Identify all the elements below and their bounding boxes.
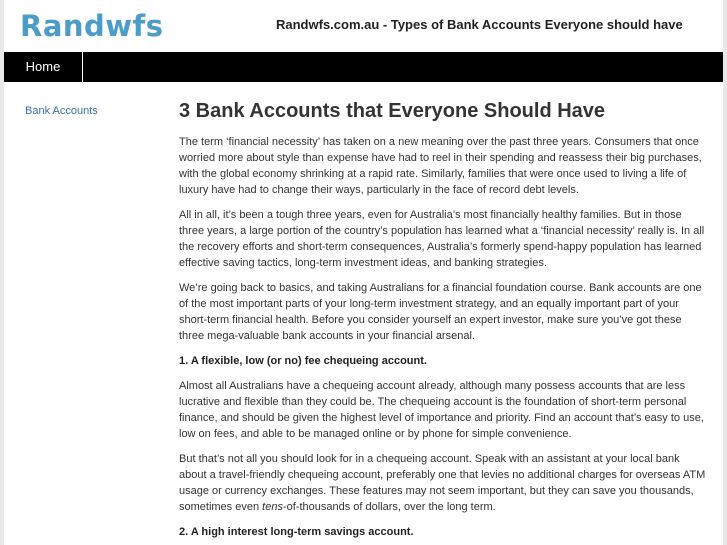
- main-nav: [4, 52, 723, 82]
- page: [4, 0, 723, 545]
- article-paragraph: We’re going back to basics, and taking Australians for a financial foundation course. Bank accounts are one of the most important parts of your long-term investment strategy, and an equally important part of your short-term financial health. Before you consider yourself an expert investor, make sure you’ve got these three mega-valuable bank accounts in your financial arsenal.: [179, 282, 702, 342]
- section-heading-savings: 2. A high interest long-term savings account.: [179, 526, 414, 538]
- nav-item-home[interactable]: Home: [4, 52, 83, 82]
- article-paragraph: All in all, it’s been a tough three years, even for Australia’s most financially healthy families. But in those three years, a large portion of the country’s population has learned what a ‘financial necessity’ really is. In all the recovery efforts and short-term consequences, Australia’s formerly spend-happy population has learned effective saving tactics, long-term investment ideas, and banking strategies.: [179, 209, 705, 269]
- article-title: 3 Bank Accounts that Everyone Should Have: [179, 100, 606, 122]
- section-heading-chequeing: 1. A flexible, low (or no) fee chequeing account.: [179, 355, 427, 367]
- paragraph-text: But that’s not all you should look for in a chequeing account. Speak with an assistant at your local bank about a travel-friendly chequeing account, preferably one that levies no additional charges for overseas ATM usage or currency exchanges. These features may not seem important, but they can save you thousands, sometimes even: [179, 453, 706, 513]
- site-logo[interactable]: Randwfs: [20, 9, 164, 43]
- article-paragraph: Almost all Australians have a chequeing account already, although many possess accounts that are less lucrative and flexible than they could be. The chequeing account is the foundation of short-term personal finance, and should be given the highest level of importance and priority. Find an account that’s easy to use, low on fees, and able to be managed online or by phone for simple convenience.: [179, 380, 704, 440]
- article-paragraph: [179, 451, 707, 515]
- sidebar: [25, 101, 165, 119]
- site-tagline: Randwfs.com.au - Types of Bank Accounts Everyone should have: [276, 17, 683, 32]
- header: [4, 0, 723, 52]
- emphasis-text: tens: [262, 501, 283, 513]
- article: [179, 97, 707, 545]
- sidebar-link-bank-accounts[interactable]: Bank Accounts: [25, 105, 98, 117]
- paragraph-text: -of-thousands of dollars, over the long term.: [282, 501, 496, 513]
- article-paragraph: The term ‘financial necessity’ has taken on a new meaning over the past three years. Consumers that once worried more about style than expense have had to reel in their spending and reassess their big purchases, with the global economy shrinking at a rapid rate. Similarly, families that were once used to living a life of luxury have had to change their ways, particularly in the face of record debt levels.: [179, 136, 702, 196]
